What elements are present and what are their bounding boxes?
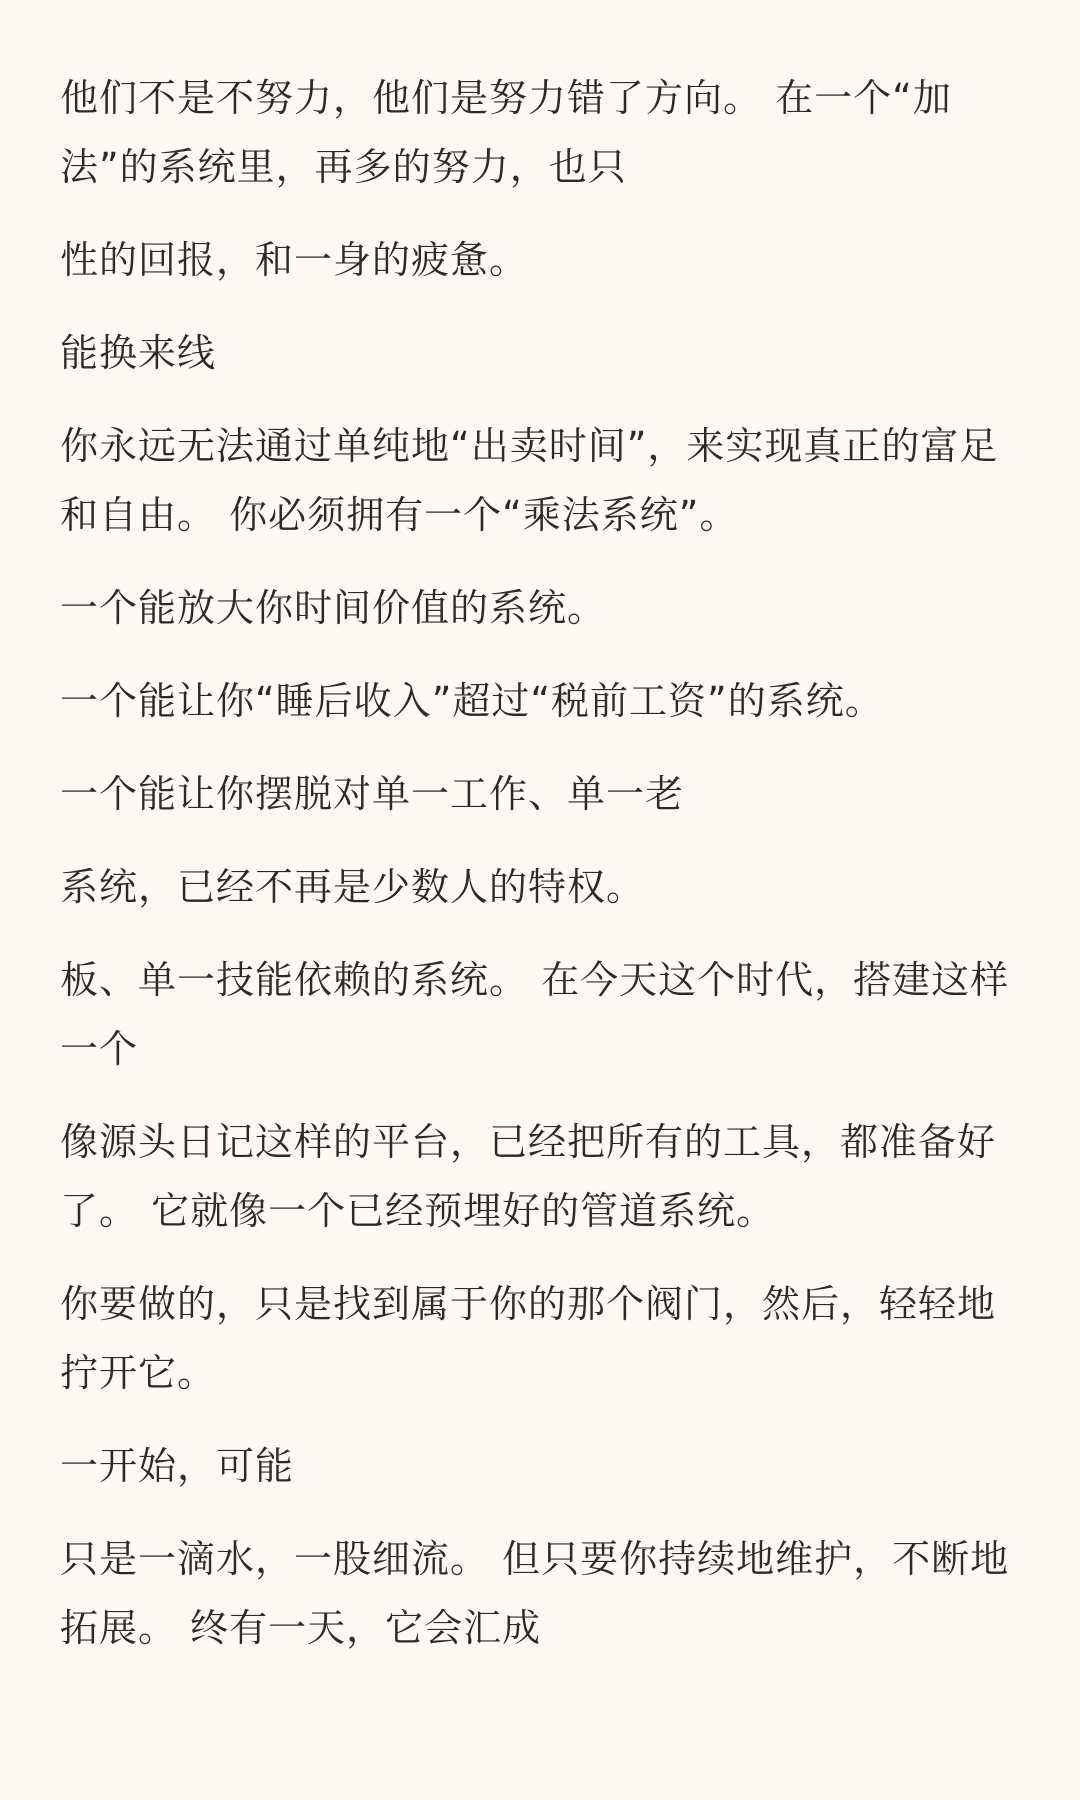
paragraph-6: 一个能让你“睡后收入”超过“税前工资”的系统。 xyxy=(60,679,884,723)
paragraph-10: 像源头日记这样的平台，已经把所有的工具，都准备好了。 它就像一个已经预埋好的管道系统。 xyxy=(60,1120,997,1233)
paragraph-13: 只是一滴水，一股细流。 但只要你持续地维护，不断地拓展。 终有一天，它会汇成 xyxy=(60,1537,1010,1650)
paragraph-11: 你要做的，只是找到属于你的那个阀门，然后，轻轻地拧开它。 xyxy=(60,1282,997,1395)
paragraph-9: 板、单一技能依赖的系统。 在今天这个时代，搭建这样一个 xyxy=(60,958,1010,1071)
paragraph-8: 系统，已经不再是少数人的特权。 xyxy=(60,865,646,909)
paragraph-3: 能换来线 xyxy=(60,331,217,375)
paragraph-5: 一个能放大你时间价值的系统。 xyxy=(60,586,607,630)
paragraph-4: 你永远无法通过单纯地“出卖时间”，来实现真正的富足和自由。 你必须拥有一个“乘法系统”。 xyxy=(60,424,999,537)
paragraph-2: 性的回报，和一身的疲惫。 xyxy=(60,238,529,282)
paragraph-1: 他们不是不努力，他们是努力错了方向。 在一个“加法”的系统里，再多的努力，也只 xyxy=(60,76,952,189)
paragraph-12: 一开始，可能 xyxy=(60,1444,295,1488)
paragraph-7: 一个能让你摆脱对单一工作、单一老 xyxy=(60,772,685,816)
